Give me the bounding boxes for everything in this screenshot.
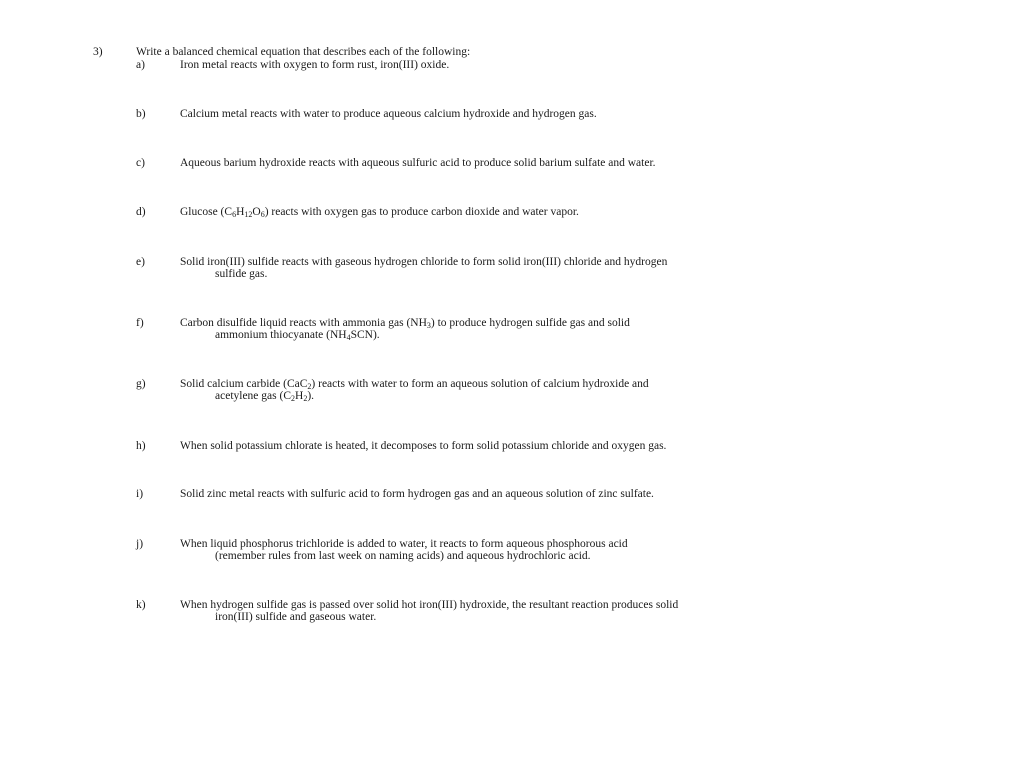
item-letter: b) bbox=[136, 108, 146, 120]
question-prompt: Write a balanced chemical equation that describes each of the following: bbox=[136, 46, 471, 58]
item-letter: a) bbox=[136, 59, 145, 71]
item-text: Carbon disulfide liquid reacts with ammonia gas $(NH_3)$ to produce hydrogen sulfide gas and solid bbox=[180, 317, 630, 330]
item-text-continued: acetylene gas $(C_2H_2)$. bbox=[215, 390, 315, 403]
item-text: Solid calcium carbide (CaC$_2$) reacts with water to form an aqueous solution of calcium hydroxide and bbox=[180, 378, 649, 391]
item-text: Calcium metal reacts with water to produce aqueous calcium hydroxide and hydrogen gas. bbox=[180, 108, 597, 120]
item-letter: d) bbox=[136, 206, 146, 218]
item-letter: e) bbox=[136, 256, 145, 268]
item-text: Aqueous barium hydroxide reacts with aqueous sulfuric acid to produce solid barium sulfate and water. bbox=[180, 157, 656, 169]
item-text: When liquid phosphorus trichloride is added to water, it reacts to form aqueous phosphorous acid bbox=[180, 538, 628, 550]
item-letter: i) bbox=[136, 488, 144, 500]
question-number: 3) bbox=[93, 46, 103, 58]
item-letter: f) bbox=[136, 317, 144, 329]
item-text: Glucose $(C_6H_{12}O_6)$ reacts with oxygen gas to produce carbon dioxide and water vapor. bbox=[180, 206, 579, 219]
item-letter: g) bbox=[136, 378, 146, 390]
item-text: When solid potassium chlorate is heated, it decomposes to form solid potassium chloride and oxygen gas. bbox=[180, 440, 667, 452]
item-text: Iron metal reacts with oxygen to form rust, iron(III) oxide. bbox=[180, 59, 450, 71]
item-text: When hydrogen sulfide gas is passed over solid hot iron(III) hydroxide, the resultant reaction produces solid bbox=[180, 599, 679, 611]
item-text-continued: sulfide gas. bbox=[215, 268, 268, 280]
item-text-continued: (remember rules from last week on naming acids) and aqueous hydrochloric acid. bbox=[215, 550, 591, 562]
item-letter: j) bbox=[136, 538, 144, 550]
item-text-continued: ammonium thiocyanate $(NH_4SCN)$. bbox=[215, 329, 380, 342]
item-letter: k) bbox=[136, 599, 146, 611]
item-text: Solid iron(III) sulfide reacts with gaseous hydrogen chloride to form solid iron(III) chloride and hydrogen bbox=[180, 256, 668, 268]
item-text-continued: iron(III) sulfide and gaseous water. bbox=[215, 611, 377, 623]
item-letter: h) bbox=[136, 440, 146, 452]
item-letter: c) bbox=[136, 157, 145, 169]
item-text: Solid zinc metal reacts with sulfuric acid to form hydrogen gas and an aqueous solution of zinc sulfate. bbox=[180, 488, 654, 500]
